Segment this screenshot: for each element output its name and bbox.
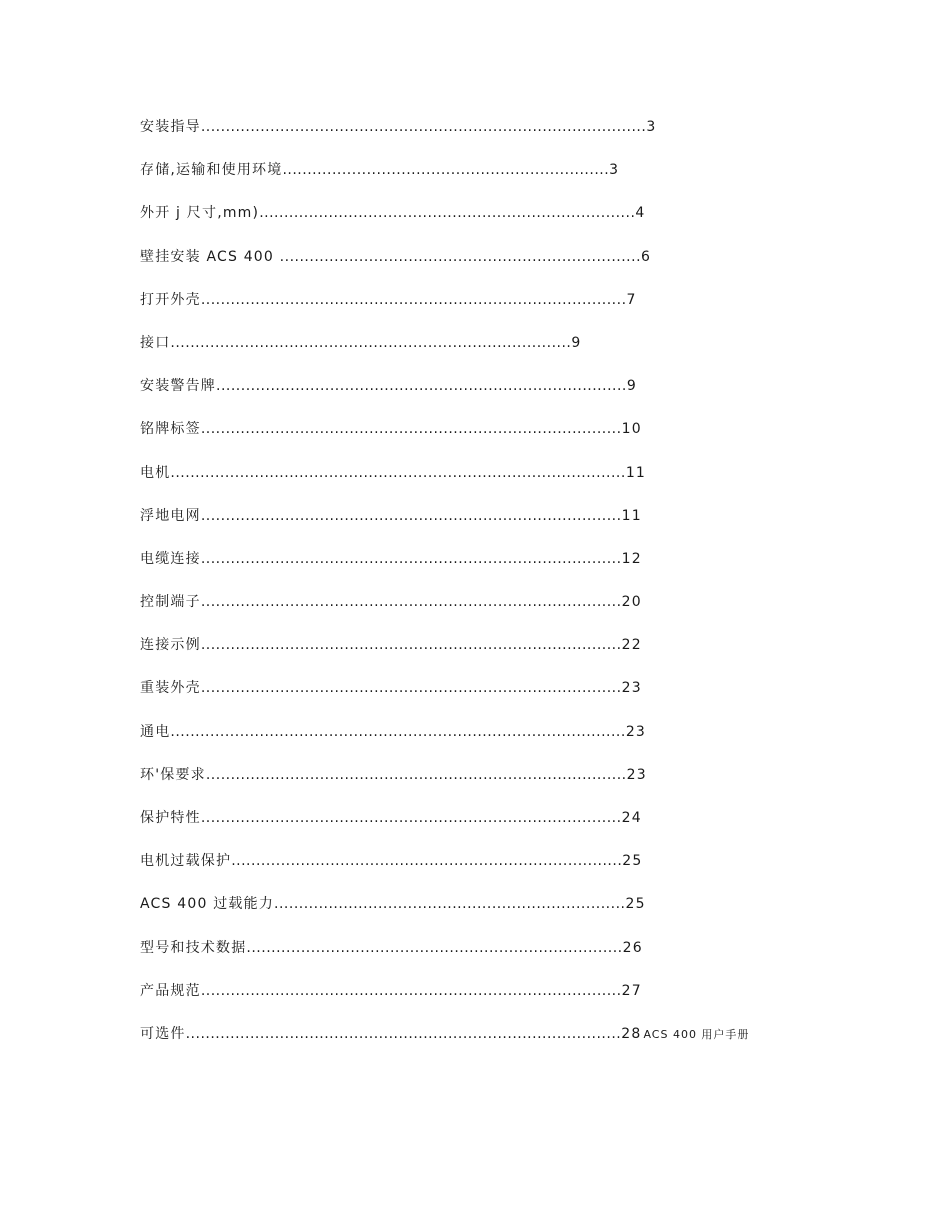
toc-entry[interactable] — [140, 893, 840, 936]
toc-entry[interactable] — [140, 591, 840, 634]
toc-dot-leader: ............................................................................... — [231, 853, 623, 870]
toc-page-number: 25 — [622, 853, 643, 870]
toc-page-number: 12 — [621, 550, 642, 567]
toc-entry-title: 型号和技术数据 — [140, 939, 247, 956]
toc-entry-title: 产品规范 — [140, 982, 201, 999]
toc-entry-title: 连接示例 — [140, 637, 201, 654]
toc-dot-leader: ............................................................................................ — [170, 464, 626, 481]
table-of-contents — [140, 116, 840, 1066]
toc-page-number: 23 — [626, 766, 647, 783]
toc-entry[interactable] — [140, 375, 840, 418]
toc-page-number: 3 — [646, 119, 657, 135]
toc-entry[interactable] — [140, 202, 840, 245]
toc-page-number: 4 — [635, 205, 646, 222]
toc-dot-leader: ..................................................................................... — [200, 594, 622, 611]
toc-page-number: 10 — [621, 421, 642, 438]
toc-entry[interactable] — [140, 1023, 840, 1066]
toc-dot-leader: ..................................................................................... — [200, 810, 622, 826]
toc-entry[interactable] — [140, 462, 840, 505]
toc-entry[interactable] — [140, 116, 840, 159]
toc-entry[interactable] — [140, 677, 840, 720]
toc-dot-leader: ..................................................................................... — [200, 507, 622, 524]
toc-entry[interactable] — [140, 246, 840, 289]
toc-entry-title: 存储,运输和使用环境 — [140, 162, 283, 179]
toc-dot-leader: ............................................................................ — [259, 205, 636, 222]
toc-entry-title: 接口 — [140, 334, 171, 351]
toc-entry-title: 通电 — [140, 723, 171, 740]
toc-entry-title: 电缆连接 — [140, 550, 201, 567]
toc-page-number: 22 — [621, 637, 642, 654]
toc-page-number: 9 — [626, 378, 637, 395]
toc-page-number: 27 — [621, 982, 642, 999]
toc-dot-leader: .......................................................................................... — [200, 119, 647, 135]
toc-entry[interactable] — [140, 332, 840, 375]
toc-dot-leader: ..................................................................................... — [200, 421, 622, 438]
toc-entry[interactable] — [140, 548, 840, 591]
toc-dot-leader: ...................................................................................... — [200, 291, 627, 308]
toc-entry[interactable] — [140, 505, 840, 548]
toc-entry[interactable] — [140, 980, 840, 1023]
toc-dot-leader: ....................................................................... — [274, 896, 626, 913]
toc-entry[interactable] — [140, 937, 840, 980]
toc-entry-title: 安装警告牌 — [140, 378, 216, 395]
toc-dot-leader: ................................................................................... — [216, 378, 627, 395]
toc-dot-leader: ..................................................................................... — [200, 637, 622, 654]
toc-page-number: 11 — [625, 464, 647, 481]
toc-entry[interactable] — [140, 764, 840, 807]
toc-entry[interactable] — [140, 721, 840, 764]
toc-entry-title: 重装外壳 — [140, 680, 201, 697]
toc-page-number: 23 — [625, 723, 647, 740]
toc-page-number: 9 — [571, 334, 582, 351]
toc-entry-title: 电机过载保护 — [140, 853, 232, 870]
toc-page-number: 11 — [621, 507, 642, 524]
toc-page-number: 24 — [621, 810, 642, 826]
toc-page-number: 20 — [621, 594, 642, 611]
toc-dot-leader: .................................................................. — [282, 162, 610, 179]
toc-entry[interactable] — [140, 807, 840, 850]
toc-page-number: 6 — [641, 248, 652, 265]
toc-entry-title: 电机 — [140, 464, 171, 481]
toc-entry-title: 控制端子 — [140, 594, 201, 611]
toc-dot-leader: ........................................................................................ — [185, 1025, 622, 1042]
toc-dot-leader: ..................................................................................... — [200, 680, 622, 697]
toc-entry-title: 浮地电网 — [140, 507, 201, 524]
toc-dot-leader: ..................................................................................... — [200, 982, 622, 999]
manual-footer-note: ACS 400 用户手册 — [643, 1027, 750, 1041]
toc-dot-leader: ................................................................................. — [170, 334, 572, 351]
toc-entry[interactable] — [140, 850, 840, 893]
toc-page-number: 23 — [621, 680, 642, 697]
toc-entry-title: 铭牌标签 — [140, 421, 201, 438]
toc-entry-title: 可选件 — [140, 1025, 186, 1042]
toc-entry[interactable] — [140, 289, 840, 332]
toc-page-number: 28 — [621, 1025, 642, 1042]
toc-dot-leader: ..................................................................................... — [205, 766, 627, 783]
toc-entry-title: 打开外壳 — [140, 291, 201, 308]
toc-page-number: 25 — [625, 896, 646, 913]
toc-entry-title: ACS 400 过载能力 — [140, 896, 275, 913]
toc-entry-title: 壁挂安装 ACS 400 — [140, 248, 280, 265]
toc-entry-title: 保护特性 — [140, 810, 201, 826]
toc-entry[interactable] — [140, 634, 840, 677]
toc-dot-leader: ............................................................................ — [246, 939, 623, 956]
toc-entry[interactable] — [140, 418, 840, 461]
toc-entry-title: 环'保要求 — [140, 766, 206, 783]
toc-dot-leader: ..................................................................................... — [200, 550, 622, 567]
toc-entry-title: 外开 j 尺寸,mm) — [140, 205, 260, 222]
toc-page-number: 3 — [609, 162, 620, 179]
toc-page-number: 26 — [622, 939, 643, 956]
toc-dot-leader: ......................................................................... — [279, 248, 642, 265]
toc-dot-leader: ............................................................................................ — [170, 723, 626, 740]
toc-entry[interactable] — [140, 159, 840, 202]
toc-page-number: 7 — [626, 291, 637, 308]
toc-entry-title: 安装指导 — [140, 119, 201, 135]
